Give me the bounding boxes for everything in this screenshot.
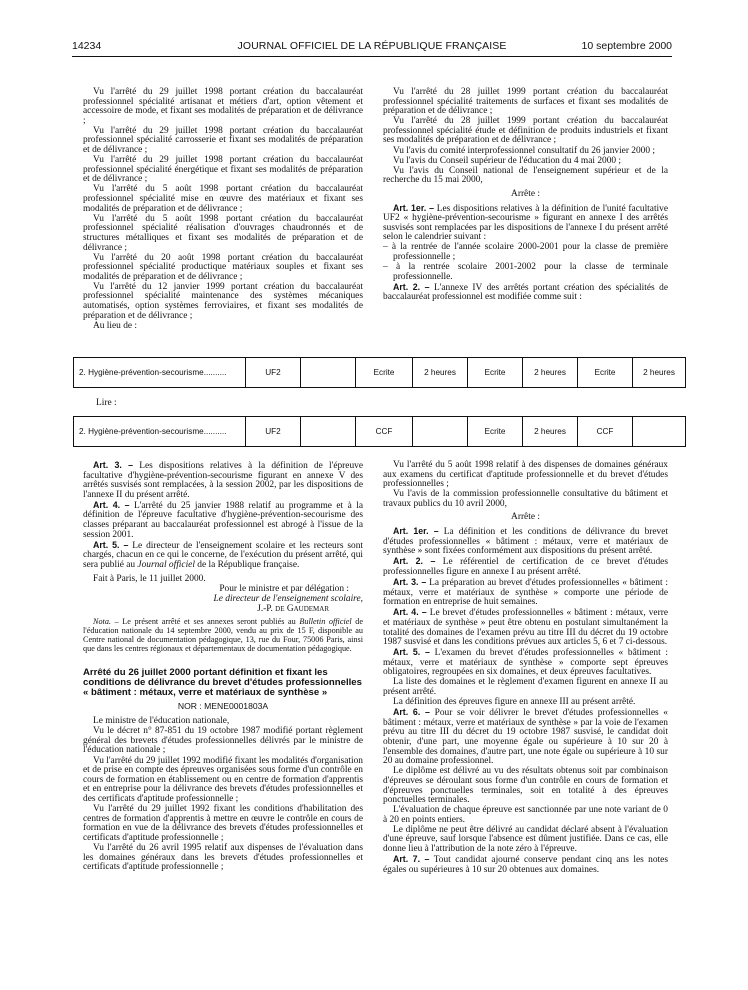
table-au-lieu-de — [73, 357, 686, 388]
paragraph: La liste des domaines et le règlement d'examen figurent en annexe II au présent arrêté. — [383, 677, 668, 698]
table-cell: 2 heures — [523, 417, 578, 447]
table-cell: 2 heures — [633, 358, 686, 388]
paragraph: Vu l'arrêté du 28 juillet 1999 portant création du baccalauréat professionnel spécialité traitements de surfaces et fixant ses modalités de préparation et de délivrance ; — [383, 87, 668, 117]
article-7 — [383, 855, 668, 875]
paragraph: Vu l'arrêté du 5 août 1998 relatif à des dispenses de domaines généraux aux examens du certificat d'aptitude professionnelle et du brevet d'études professionnelles ; — [383, 460, 668, 490]
table-lire — [73, 416, 686, 447]
bottom-left-column — [83, 461, 363, 873]
article-label: Art. 4. – — [93, 499, 130, 510]
table-cell: Ecrite — [468, 358, 523, 388]
top-left-column — [83, 88, 363, 332]
nor-reference: NOR : MENE0001803A — [177, 700, 269, 711]
article-label: Art. 1er. – — [393, 526, 439, 537]
article-text: Le directeur de l'enseignement scolaire et les recteurs sont chargés, chacun en ce qui le concerne, de l'exécution du présent arrêté, qui sera publié au — [83, 540, 364, 570]
bullet-item: – à la rentrée de l'année scolaire 2000-2001 pour la classe de première professionnelle ; — [383, 242, 668, 262]
paragraph: Vu l'arrêté du 20 août 1998 portant création du baccalauréat professionnel spécialité productique matériaux souples et fixant ses modalités de préparation et de délivrance ; — [83, 252, 363, 282]
paragraph: Vu l'arrêté du 29 juillet 1998 portant création du baccalauréat professionnel spécialité carrosserie et fixant ses modalités de préparation et de délivrance ; — [83, 125, 363, 156]
article-6 — [383, 708, 668, 767]
table-cell: 2. Hygiène-prévention-secourisme.......... — [74, 417, 246, 447]
paragraph: Vu l'arrêté du 29 juillet 1992 fixant les conditions d'habilitation des centres de formation d'apprentis à mettre en œuvre le contrôle en cours de formation en vue de la délivrance des brevets d'études professionnelles et certificats d'aptitude professionnelle ; — [83, 804, 363, 843]
paragraph: Vu le décret n° 87-851 du 19 octobre 1987 modifié portant règlement général des brevets d'études professionnelles délivrés par le ministre de l'éducation nationale ; — [83, 726, 363, 756]
article-text: Le brevet d'études professionnelles « bâtiment : métaux, verre et matériaux de synthèse » peut être obtenu en postulant simultanément la totalité des domaines de l'examen prévu au titre III du décret du 19 octobre 1987 susvisé et dans les conditions prévues aux articles 5, 6 et 7 ci-dessous. — [383, 608, 668, 648]
article-text: La préparation au brevet d'études professionnelles « bâtiment : métaux, verre et matériaux de synthèse » comporte une période de formation en entreprise de huit semaines. — [383, 578, 668, 608]
table-row — [74, 417, 686, 447]
table-cell — [301, 358, 356, 388]
journal-title: JOURNAL OFFICIEL DE LA RÉPUBLIQUE FRANÇAISE — [237, 40, 507, 52]
paragraph: Le ministre de l'éducation nationale, — [93, 716, 230, 727]
au-lieu-de: Au lieu de : — [93, 320, 138, 331]
paragraph: Vu l'avis du Conseil national de l'enseignement supérieur et de la recherche du 15 mai 2000, — [383, 165, 668, 186]
article-text: L'annexe IV des arrêtés portant création des spécialités de baccalauréat professionnel est modifiée comme suit : — [383, 282, 668, 303]
article — [383, 557, 668, 577]
paragraph: Vu l'arrêté du 29 juillet 1998 portant création du baccalauréat professionnel spécialité énergétique et fixant ses modalités de préparation et de délivrance ; — [83, 155, 363, 185]
paragraph: Vu l'avis du Conseil supérieur de l'éducation du 4 mai 2000 ; — [393, 155, 622, 166]
table-cell: UF2 — [246, 417, 301, 447]
paragraph: Vu l'arrêté du 12 janvier 1999 portant création du baccalauréat professionnel spécialité maintenance des systèmes mécaniques automatisés, option systèmes ferroviaires, et fixant ses modalités de préparation et de délivrance ; — [83, 281, 363, 321]
table-cell: CCF — [356, 417, 413, 447]
table-row — [74, 358, 686, 388]
lire-label: Lire : — [96, 398, 117, 408]
paragraph: Le diplôme est délivré au vu des résultats obtenus soit par combinaison d'épreuves se déroulant sous forme d'un contrôle en cours de formation et d'épreuves ponctuelles terminales, soit en totalité à des épreuves ponctuelles terminales. — [383, 766, 668, 806]
director-title: Le directeur de l'enseignement scolaire, — [213, 593, 363, 604]
paragraph: Vu l'arrêté du 5 août 1998 portant création du baccalauréat professionnel spécialité réalisation d'ouvrages chaudronnés et de structures métalliques et fixant ses modalités de préparation et de délivrance ; — [83, 213, 363, 253]
table-cell: Ecrite — [468, 417, 523, 447]
paragraph: Vu l'arrêté du 29 juillet 1992 modifié fixant les modalités d'organisation et de prise en compte des épreuves organisées sous forme d'un contrôle en cours de formation en établissement ou en centre de formation d'apprentis et en entreprise pour la délivrance des brevets d'études professionnelles et des certificats d'aptitude professionnelle ; — [83, 755, 363, 804]
article — [383, 527, 668, 557]
table-cell: 2 heures — [413, 358, 468, 388]
paragraph: La définition des épreuves figure en annexe III au présent arrêté. — [393, 697, 636, 708]
paragraph: Vu l'arrêté du 5 août 1998 portant création du baccalauréat professionnel spécialité mise en œuvre des matériaux et fixant ses modalités de préparation et de délivrance ; — [83, 184, 363, 214]
table-cell: UF2 — [246, 358, 301, 388]
article-text: Pour se voir délivrer le brevet d'études professionnelles « bâtiment : métaux, verre et matériaux de synthèse » par la voie de l'examen prévu au titre III du décret du 19 octobre 1987 susvisé, le candidat doit obtenir, d'une part, une moyenne égale ou supérieure à 10 sur 20 à l'ensemble des domaines, d'autre part, une note égale ou supérieure à 10 sur 20 au domaine professionnel. — [383, 708, 668, 767]
bulletin-italic: Bulletin officiel — [299, 617, 352, 627]
page-header — [72, 40, 672, 54]
signatory: J.-P. de Gaudemar — [257, 603, 329, 614]
article-3 — [83, 461, 363, 500]
table-cell: Ecrite — [578, 358, 633, 388]
article-text: Tout candidat ajourné conserve pendant cinq ans les notes égales ou supérieures à 10 sur 20 obtenues aux domaines. — [383, 855, 668, 875]
header-rule — [72, 56, 672, 57]
article-label: Art. 6. – — [393, 707, 430, 718]
paragraph: Vu l'arrêté du 26 avril 1995 relatif aux dispenses de l'évaluation dans les domaines généraux dans les brevets d'études professionnelles et certificats d'aptitude professionnelle ; — [83, 842, 363, 873]
article-2 — [383, 283, 668, 303]
table-cell: Ecrite — [356, 358, 413, 388]
paragraph: Vu l'arrêté du 29 juillet 1998 portant création du baccalauréat professionnel spécialité artisanat et métiers d'art, option vêtement et accessoire de mode, et fixant ses modalités de préparation et de délivrance ; — [83, 87, 363, 126]
table-cell — [301, 417, 356, 447]
article-label: Art. 5. – — [93, 539, 129, 550]
journal-officiel-italic: Journal officiel — [137, 559, 195, 570]
article-text: Le référentiel de certification de ce brevet d'études professionnelles figure en annexe I au présent arrêté. — [383, 557, 668, 577]
arrete-heading: Arrête : — [511, 512, 540, 523]
article-text: La définition et les conditions de délivrance du brevet d'études professionnelles « bâtiment : métaux, verre et matériaux de synthèse » sont fixées conformément aux dispositions du présent arrêté. — [383, 527, 668, 557]
table-cell — [413, 417, 468, 447]
issue-date: 10 septembre 2000 — [581, 40, 672, 52]
article — [383, 578, 668, 608]
paragraph: Le diplôme ne peut être délivré au candidat déclaré absent à l'évaluation d'une épreuve, sauf lorsque l'absence est dûment justifiée. Dans ce cas, elle donne lieu à l'attribution de la note zéro à l'épreuve. — [383, 824, 668, 855]
arrete-heading: Arrête : — [511, 188, 540, 199]
table-cell: 2 heures — [523, 358, 578, 388]
article-text: Les dispositions relatives à la définition de l'épreuve facultative d'hygiène-prévention-secourisme figurant en annexe V des arrêtés susvisés sont remplacées, à la session 2002, par les dispositions de l'annexe II du présent arrêté. — [83, 461, 364, 500]
article-label: Art. 2. – — [393, 281, 430, 292]
article-label: Art. 7. – — [393, 854, 430, 865]
article-text: L'arrêté du 25 janvier 1988 relatif au programme et à la définition de l'épreuve facultative d'hygiène-prévention-secourisme des classes préparant au baccalauréat professionnel est abrogé à l'issue de la session 2001. — [83, 500, 363, 540]
top-right-column — [383, 88, 668, 303]
nota: Nota. – Le présent arrêté et ses annexes seront publiés au Bulletin officiel de l'éducation nationale du 14 septembre 2000, vendu au prix de 15 F, disponible au Centre national de documentation pédagogique, 13, rue du Four, 75006 Paris, ainsi que dans les centres régionaux et départementaux de documentation pédagogique. — [83, 617, 363, 653]
article-label: Art. 4. – — [393, 607, 427, 618]
article — [383, 608, 668, 647]
bullet-item: – à la rentrée scolaire 2001-2002 pour la classe de terminale professionnelle. — [383, 262, 668, 282]
page-number: 14234 — [72, 40, 102, 52]
article-text: Les dispositions relatives à la définition de l'unité facultative UF2 « hygiène-prévention-secourisme » figurant en annexe I des arrêtés susvisés sont remplacées par les dispositions de l'annexe I du présent arrêté selon le calendrier suivant : — [383, 203, 668, 243]
article-label: Art. 1er. – — [393, 202, 434, 213]
decree-title: Arrêté du 26 juillet 2000 portant définition et fixant les conditions de délivrance du brevet d'études professionnelles « bâtiment : métaux, verre et matériaux de synthèse » — [83, 666, 362, 698]
article-label: Art. 3. – — [93, 460, 134, 470]
bottom-right-column — [383, 461, 668, 876]
delegation-line: Pour le ministre et par délégation : — [219, 583, 349, 594]
table-cell: CCF — [578, 417, 633, 447]
article-text: L'examen du brevet d'études professionnelles « bâtiment : métaux, verre et matériaux de synthèse » comporte sept épreuves obligatoires, regroupées en six domaines, et deux épreuves facultatives. — [383, 648, 668, 678]
nota-label: Nota. — [93, 617, 111, 627]
article — [383, 648, 668, 678]
article-label: Art. 3. – — [393, 577, 427, 588]
article-label: Art. 5. – — [393, 647, 430, 658]
article-4 — [83, 501, 363, 540]
paragraph: Vu l'avis de la commission professionnelle consultative du bâtiment et travaux publics du 10 avril 2000, — [383, 489, 668, 509]
article-text: de la République française. — [197, 559, 300, 570]
paragraph: Vu l'arrêté du 28 juillet 1999 portant création du baccalauréat professionnel spécialité étude et définition de produits industriels et fixant ses modalités de préparation et de délivrance ; — [383, 116, 668, 146]
paragraph: L'évaluation de chaque épreuve est sanctionnée par une note variant de 0 à 20 en points entiers. — [383, 805, 668, 825]
signature-date: Fait à Paris, le 11 juillet 2000. — [93, 573, 206, 584]
paragraph: Vu l'avis du comité interprofessionnel consultatif du 26 janvier 2000 ; — [393, 145, 656, 156]
table-cell: 2. Hygiène-prévention-secourisme.......... — [74, 358, 246, 388]
article-5 — [83, 541, 363, 571]
article-label: Art. 2. – — [393, 556, 436, 567]
table-cell — [633, 417, 686, 447]
article-1 — [383, 204, 668, 243]
